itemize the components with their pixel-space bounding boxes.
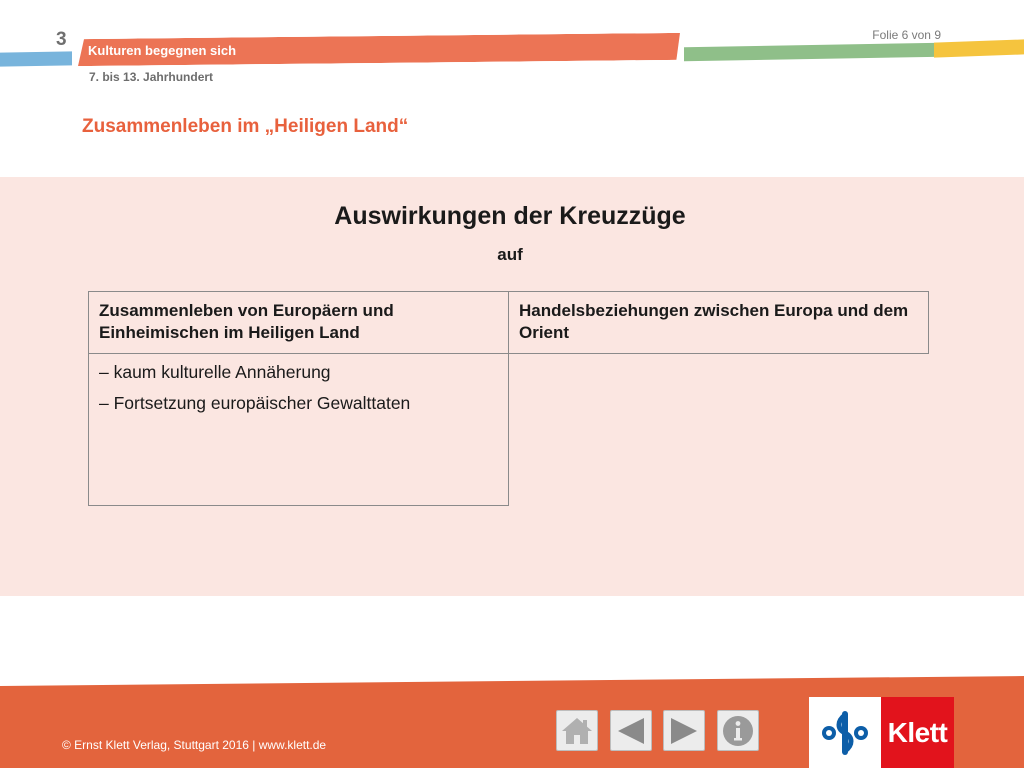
trade-cell[interactable] xyxy=(509,354,929,506)
period-subtitle: 7. bis 13. Jahrhundert xyxy=(89,70,214,84)
table-row xyxy=(89,354,929,506)
chapter-number: 3 xyxy=(56,29,67,50)
info-button[interactable] xyxy=(717,710,759,751)
info-icon xyxy=(721,714,755,748)
home-icon xyxy=(560,715,594,747)
table-header-row xyxy=(89,292,929,354)
arrow-left-icon xyxy=(614,715,648,747)
list-item: – kaum kulturelle Annäherung xyxy=(99,362,331,382)
copyright-text: © Ernst Klett Verlag, Stuttgart 2016 | www.klett.de xyxy=(62,738,327,752)
chapter-title: Kulturen begegnen sich xyxy=(88,43,237,58)
previous-slide-button[interactable] xyxy=(610,710,652,751)
section-heading: Zusammenleben im „Heiligen Land“ xyxy=(82,116,409,137)
header-stripe-yellow xyxy=(934,39,1024,57)
header-stripe-blue xyxy=(0,51,72,66)
effects-table xyxy=(88,291,929,506)
klett-logo[interactable] xyxy=(809,697,954,768)
page-title: Auswirkungen der Kreuzzüge xyxy=(334,202,686,230)
column-header-trade: Handelsbeziehungen zwischen Europa und dem Orient xyxy=(509,292,929,354)
next-slide-button[interactable] xyxy=(663,710,705,751)
home-button[interactable] xyxy=(556,710,598,751)
header-stripe-green xyxy=(684,43,942,62)
page-subtitle: auf xyxy=(497,245,523,264)
slide-counter: Folie 6 von 9 xyxy=(872,28,941,42)
column-header-coexistence: Zusammenleben von Europäern und Einheimischen im Heiligen Land xyxy=(89,292,509,354)
klett-wordmark: Klett xyxy=(881,697,954,768)
arrow-right-icon xyxy=(667,715,701,747)
coexistence-cell[interactable] xyxy=(89,354,509,506)
klett-emblem-icon xyxy=(809,697,881,768)
list-item: – Fortsetzung europäischer Gewalttaten xyxy=(99,393,411,413)
